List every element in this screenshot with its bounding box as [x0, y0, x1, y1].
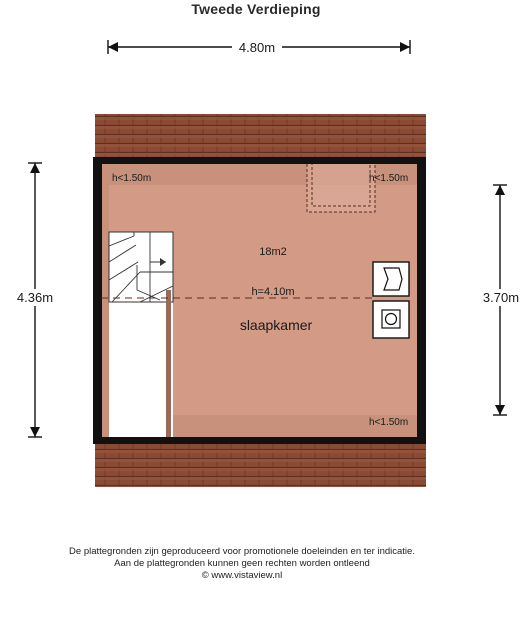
washing-machine: [373, 262, 409, 296]
roof-tiles-bottom: [95, 442, 426, 487]
left-height-label: 4.36m: [16, 290, 54, 305]
floor-title: Tweede Verdieping: [191, 1, 321, 17]
roof-tiles-top: [95, 114, 426, 158]
copyright-link[interactable]: © www.vistaview.nl: [201, 570, 283, 581]
low-ceiling-label-top-right: h<1.50m: [369, 173, 409, 184]
staircase: [109, 232, 173, 437]
disclaimer: [0, 546, 484, 582]
room-name: slaapkamer: [239, 317, 313, 333]
width-dimension: [108, 38, 410, 55]
left-height-dimension: [10, 163, 60, 437]
ceiling-height-label: h=4.10m: [251, 286, 295, 298]
roof-window: [307, 163, 375, 212]
right-height-dimension: [476, 185, 526, 415]
dryer: [373, 301, 409, 338]
low-ceiling-label-top-left: h<1.50m: [112, 173, 152, 184]
low-ceiling-label-bottom-right: h<1.50m: [369, 417, 409, 428]
width-label: 4.80m: [238, 40, 276, 55]
room-area: 18m2: [259, 246, 287, 258]
disclaimer-line-1: De plattegronden zijn geproduceerd voor promotionele doeleinden en ter indicatie.: [69, 546, 415, 557]
right-height-label: 3.70m: [482, 290, 520, 305]
disclaimer-line-2: Aan de plattegronden kunnen geen rechten worden ontleend: [114, 558, 370, 569]
